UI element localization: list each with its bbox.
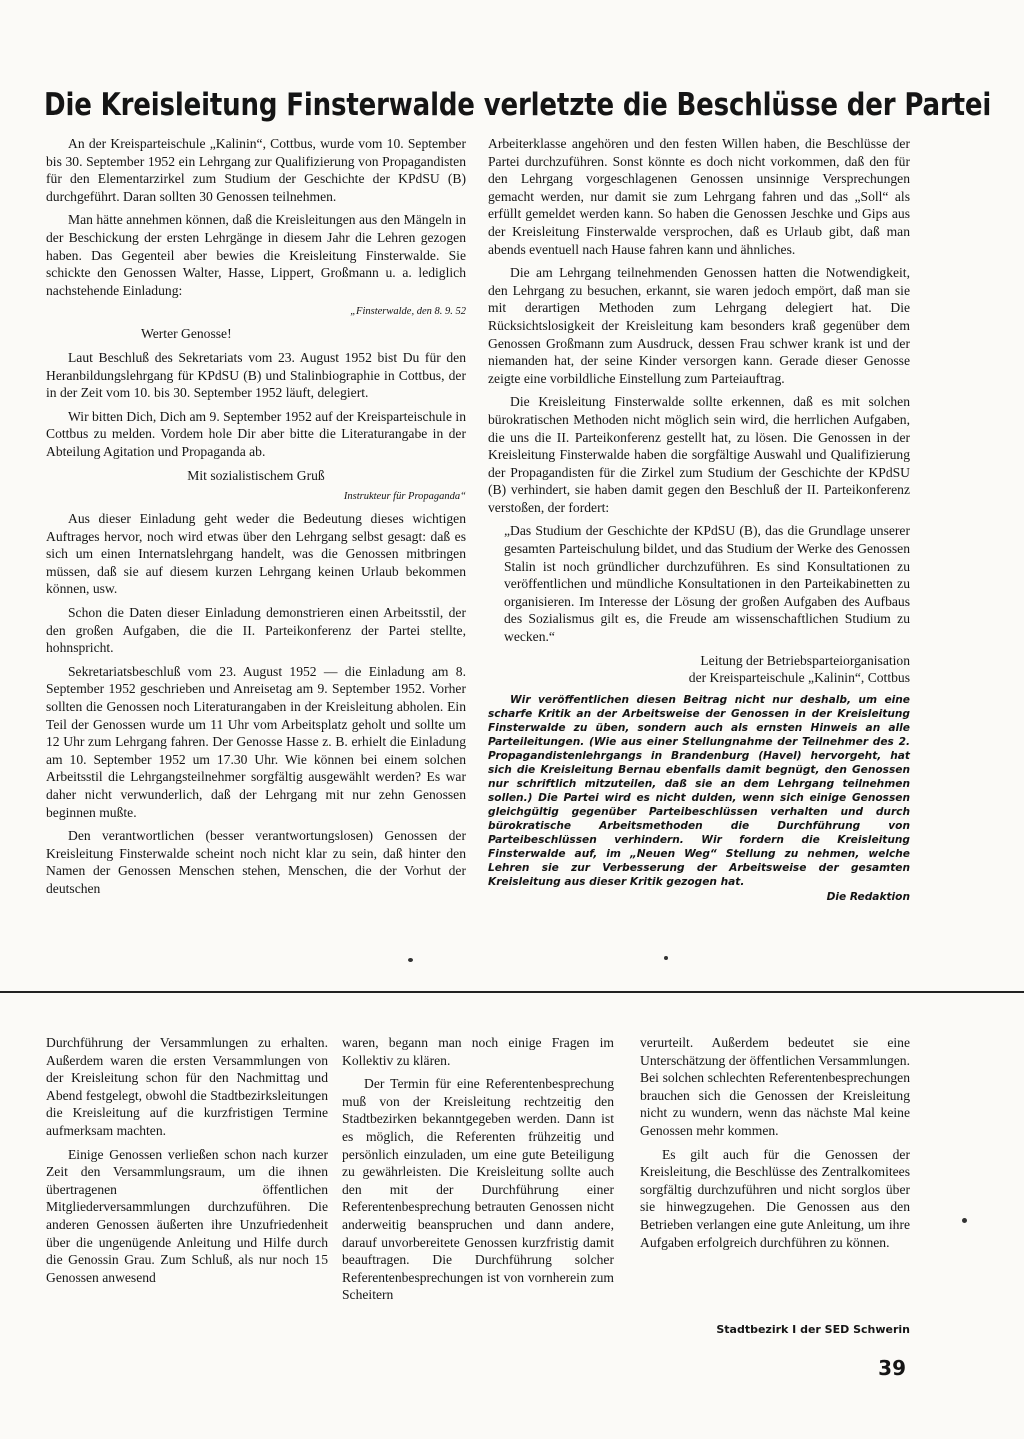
paragraph: Der Termin für eine Referentenbesprechung muß von der Kreisleitung rechtzeitig den Stadtbezirken bekanntgegeben werden. Dann ist es möglich, die Referenten frühzeitig und persönlich einzuladen, um eine gute Beteiligung zu gewährleisten. Die Kreisleitung sollte auch den mit der Durchführung einer Referentenbesprechung betrauten Genossen nicht anderweitig beanspruchen und dann andere, darauf unvorbereitete Genossen kurzfristig damit beauftragen. Die Durchführung solcher Referentenbesprechungen ist von vornherein zum Scheitern (342, 1076, 614, 1303)
signature-line-2: der Kreisparteischule „Kalinin“, Cottbus (688, 670, 910, 686)
letter-paragraph: Laut Beschluß des Sekretariats vom 23. August 1952 bist Du für den Heranbildungslehrgang für KPdSU (B) und Stalinbiographie in Cottbus, der in der Zeit vom 10. bis 30. September 1952 läuft, delegiert. (46, 349, 466, 401)
paragraph: Schon die Daten dieser Einladung demonstrieren einen Arbeitsstil, der den großen Aufgaben, die die II. Parteikonferenz der Partei stellte, hohnspricht. (46, 605, 466, 656)
paragraph: Man hätte annehmen können, daß die Kreisleitungen aus den Mängeln in der Beschickung der ersten Lehrgänge in diesem Jahr die Lehren gezogen haben. Das Gegenteil aber bewies die Kreisleitung Finsterwalde. Sie schickte den Genossen Walter, Hasse, Lippert, Großmann u. a. lediglich nachstehende Einladung: (46, 212, 466, 298)
editorial-note: Wir veröffentlichen diesen Beitrag nicht nur deshalb, um eine scharfe Kritik an der Arbeitsweise der Genossen in der Kreisleitung Finsterwalde zu üben, sondern auch als ernsten Hinweis an alle Parteileitungen. (Wie aus einer Stellungnahme der Teilnehmer des 2. Propagandistenlehrgangs in Brandenburg (Havel) hervorgeht, hat sich die Kreisleitung Bernau ebenfalls damit begnügt, den Genossen nur schriftlich mitzuteilen, daß sie an dem Lehrgang teilnehmen sollen.) Die Partei wird es nicht dulden, wenn sich einige Genossen gleichgültig gegenüber Parteibeschlüssen verhalten und durch bürokratische Arbeitsmethoden die Durchführung von Parteibeschlüssen verhindern. Wir fordern die Kreisleitung Finsterwalde auf, im „Neuen Weg“ Stellung zu nehmen, welche Lehren sie zur Verbesserung der Arbeitsweise der gesamten Kreisleitung aus dieser Kritik gezogen hat. (488, 693, 910, 888)
paragraph: Die Kreisleitung Finsterwalde sollte erkennen, daß es mit solchen bürokratischen Methoden nicht möglich sein wird, die herrlichen Aufgaben, die uns die II. Parteikonferenz gestellt hat, zu lösen. Die Genossen in der Kreisleitung Finsterwalde haben die sorgfältige Auswahl und Qualifizierung der Propagandisten für die Zirkel zum Studium der Geschichte der KPdSU (B) verhindert, sie haben damit gegen den Beschluß der II. Parteikonferenz verstoßen, der fordert: (488, 394, 910, 515)
page-number: 39 (878, 1356, 906, 1380)
lower-column-1 (46, 1034, 328, 1292)
lower-column-2 (342, 1034, 614, 1310)
section-divider (0, 991, 1024, 993)
letter-paragraph: Wir bitten Dich, Dich am 9. September 1952 auf der Kreisparteischule in Cottbus zu melden. Vordem hole Dir aber bitte die Literaturangabe in der Abteilung Agitation und Propaganda ab. (46, 408, 466, 459)
editorial-signature: Die Redaktion (826, 890, 910, 903)
paragraph: Einige Genossen verließen schon nach kurzer Zeit den Versammlungsraum, um die ihnen übertragenen öffentlichen Mitgliederversammlungen durchzuführen. Die anderen Genossen äußerten ihre Unzufriedenheit über die ungenügende Anleitung und Hilfe durch die Genossin Grau. Zum Schluß, als nur noch 15 Genossen anwesend (46, 1146, 328, 1285)
print-speck (408, 958, 413, 962)
paragraph: Die am Lehrgang teilnehmenden Genossen hatten die Notwendigkeit, den Lehrgang zu besuchen, erkannt, sie waren jedoch empört, daß man sie mit derartigen Methoden zum Lehrgang delegiert hat. Die Rücksichtslosigkeit der Kreisleitung kam besonders kraß gegenüber dem Genossen Großmann zum Ausdruck, dessen Frau schwer krank ist und der niemanden hat, der seine Kinder versorgen kann. Gerade dieser Genosse zeigte eine vorbildliche Einstellung zum Parteiauftrag. (488, 265, 910, 386)
paragraph: waren, begann man noch einige Fragen im Kollektiv zu klären. (342, 1035, 614, 1068)
signature-line-1: Leitung der Betriebsparteiorganisation (700, 652, 910, 668)
paragraph: Es gilt auch für die Genossen der Kreisleitung, die Beschlüsse des Zentralkomitees sorgfältig durchzuführen und nicht sorglos über sie hinwegzugehen. Die Genossen aus den Betrieben verlangen eine gute Anleitung, um ihre Aufgaben erfolgreich durchführen zu können. (640, 1146, 910, 1250)
resolution-quote: „Das Studium der Geschichte der KPdSU (B), das die Grundlage unserer gesamten Parteischulung bildet, und das Studium der Werke des Genossen Stalin ist noch gründlicher durchzuführen. Es sind Konsultationen zu veröffentlichen und mündliche Konsultationen in den Parteikabinetten zu organisieren. Im Interesse der Lösung der großen Aufgaben des Aufbaus des Sozialismus gilt es, die Freude am wissenschaftlichen Studium zu wecken.“ (504, 523, 910, 645)
article-headline: Die Kreisleitung Finsterwalde verletzte die Beschlüsse der Partei (44, 87, 992, 123)
paragraph: Den verantwortlichen (besser verantwortungslosen) Genossen der Kreisleitung Finsterwalde scheint noch nicht klar zu sein, daß hinter den Namen der Genossen Menschen stehen, Menschen, die der Vorhut der deutschen (46, 828, 466, 896)
article-column-2 (488, 135, 910, 906)
letter-dateline: „Finsterwalde, den 8. 9. 52 (350, 306, 466, 318)
paragraph: Durchführung der Versammlungen zu erhalten. Außerdem waren die ersten Versammlungen von der Kreisleitung schon für den Nachmittag und Abend festgelegt, obwohl die Stadtbezirksleitungen die Kreisleitung auf die kurzfristigen Termine aufmerksam machten. (46, 1035, 328, 1138)
paragraph: Sekretariatsbeschluß vom 23. August 1952 — die Einladung am 8. September 1952 geschrieben und Anreisetag am 9. September 1952. Vorher sollten die Genossen noch Literaturangaben in der Kreisleitung abholen. Ein Teil der Genossen wurde um 11 Uhr vom Arbeitsplatz geholt und sollte um 12 Uhr zum Lehrgang fahren. Der Genosse Hasse z. B. erhielt die Einladung am 10. September 1952 um 17.30 Uhr. Wie können bei einem solchen Arbeitsstil die Lehrgangsteilnehmer sorgfältig ausgewählt werden? Es war daher nicht verwunderlich, daß der Lehrgang mit nur zehn Genossen beginnen mußte. (46, 663, 466, 820)
paragraph: verurteilt. Außerdem bedeutet sie eine Unterschätzung der öffentlichen Versammlungen. Bei solchen schlechten Referentenbesprechungen brauchen sich die Genossen der Kreisleitung nicht zu wundern, wenn das nächste Mal keine Genossen mehr kommen. (640, 1035, 910, 1138)
letter-salutation: Werter Genosse! (141, 326, 232, 342)
letter-closing: Mit sozialistischem Gruß (187, 467, 325, 483)
paragraph: Aus dieser Einladung geht weder die Bedeutung dieses wichtigen Auftrages hervor, noch wird etwas über den Lehrgang selbst gesagt: daß es sich um einen Internatslehrgang handelt, was die Genossen mitbringen müssen, daß sie auf diesem kurzen Lehrgang keinen Urlaub bekommen können, usw. (46, 511, 466, 597)
lower-column-3 (640, 1034, 910, 1257)
article-column-1 (46, 135, 466, 904)
letter-sender: Instrukteur für Propaganda“ (343, 491, 466, 503)
paragraph: Arbeiterklasse angehören und den festen Willen haben, die Beschlüsse der Partei durchzuführen. Sonst könnte es doch nicht vorkommen, daß den für den Lehrgang vorgeschlagenen Genossen unsinnige Versprechungen gemacht werden, nur damit sie zum Lehrgang fahren und das „Soll“ als erfüllt gemeldet werden kann. So haben die Genossen Jeschke und Gips aus der Kreisleitung Finsterwalde versprochen, daß es Urlaub gibt, daß man abends eventuell nach Hause fahren kann und ähnliches. (488, 136, 910, 257)
print-speck (962, 1218, 967, 1223)
lower-signature: Stadtbezirk I der SED Schwerin (716, 1323, 910, 1336)
paragraph: An der Kreisparteischule „Kalinin“, Cottbus, wurde vom 10. September bis 30. September 1952 ein Lehrgang zur Qualifizierung von Propagandisten für den Elementarzirkel zum Studium der Geschichte der KPdSU (B) durchgeführt. Daran sollten 30 Genossen teilnehmen. (46, 136, 466, 204)
print-speck (664, 956, 668, 960)
